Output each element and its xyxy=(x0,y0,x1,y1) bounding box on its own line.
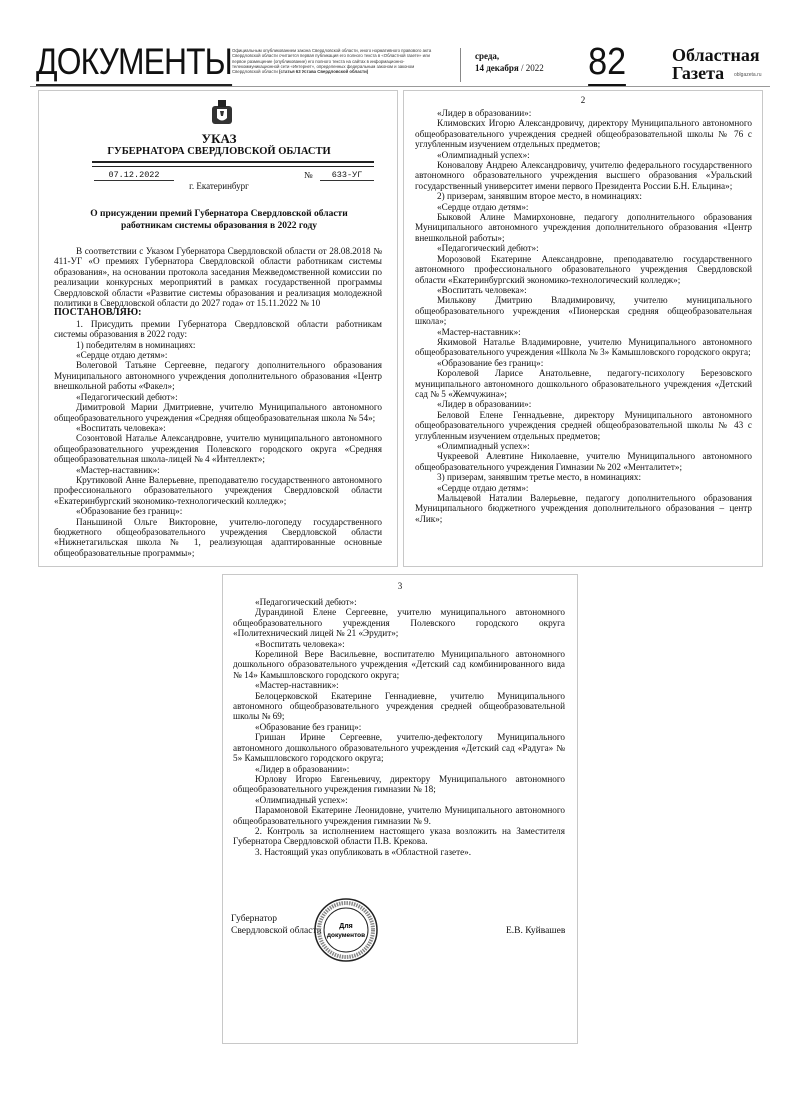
svg-text:документов: документов xyxy=(326,932,366,939)
decree-page-3 xyxy=(222,574,578,1044)
nomination-heading: «Педагогический дебют»: xyxy=(437,243,539,254)
nomination-heading: «Олимпиадный успех»: xyxy=(437,149,530,160)
svg-text:Для: Для xyxy=(339,923,353,930)
decree-paragraph: В соответствии с Указом Губернатора Свердловской области от 28.08.2018 № 411-УГ «О премиях Губернатора Свердловской области работникам системы образования», на основании протокола заседания Межведомственной комиссии по реализации конкурсных мероприятий в рамках государственной программы Свердловской области «Развитие системы образования и реализация молодежной политики в Свердловской области до 2027 года» от 15.11.2022 № 10 xyxy=(54,246,382,309)
nomination-heading: «Образование без границ»: xyxy=(255,721,362,732)
nomination-heading: «Сердце отдаю детям»: xyxy=(76,350,168,361)
decree-paragraph: Чукреевой Алевтине Николаевне, учителю Муниципального автономного общеобразовательного учреждения Гимназии № 202 «Менталитет»; xyxy=(415,451,752,472)
decree-paragraph: Коновалову Андрею Александровичу, учителю федерального государственного автономного образовательного учреждения высшего образования «Уральский государственный университет имени первого Президента России Б.Н. Ельцина»; xyxy=(415,160,752,191)
city: г. Екатеринбург xyxy=(189,181,249,191)
decree-paragraph: Якимовой Наталье Владимировне, учителю Муниципального автономного общеобразовательного учреждения «Школа № 3» Камышловского городского округа; xyxy=(415,336,752,358)
decree-paragraph: Белоцерковской Екатерине Геннадиевне, учителю Муниципального автономного общеобразовательного учреждения средней общеобразовательной школы № 69; xyxy=(233,690,565,722)
decree-paragraph: Димитровой Марии Дмитриевне, учителю Муниципального автономного общеобразовательного учреждения «Средняя общеобразовательная школа № 54»; xyxy=(54,402,382,423)
site-url: oblgazeta.ru xyxy=(734,72,762,78)
nomination-heading: «Лидер в образовании»: xyxy=(437,108,532,118)
notice-reference: (статья 63 Устава Свердловской области) xyxy=(279,69,369,75)
nomination-heading: «Воспитать человека»: xyxy=(255,638,345,649)
number-label: № xyxy=(304,170,313,180)
decree-paragraph: 2. Контроль за исполнением настоящего указа возложить на Заместителя Губернатора Свердловской области П.В. Крекова. xyxy=(233,825,565,847)
decree-paragraph: Юрлову Игорю Евгеньевичу, директору Муниципального автономного общеобразовательного учреждения гимназии № 18; xyxy=(233,773,565,795)
decree-paragraph: Корелиной Вере Васильевне, воспитателю Муниципального автономного дошкольного образовательного учреждения «Детский сад комбинированного вида № 14» Камышловского городского округа; xyxy=(233,649,565,680)
weekday: среда, xyxy=(475,51,500,61)
signatory-name: Е.В. Куйвашев xyxy=(506,926,566,936)
title-rule xyxy=(92,161,374,167)
publication-notice xyxy=(232,48,437,74)
signatory-title-line-1: Губернатор xyxy=(231,914,278,924)
decree-heading-2: работникам системы образования в 2022 году xyxy=(120,221,318,231)
decree-paragraph: Гришан Ирине Сергеевне, учителю-дефектологу Муниципального автономного дошкольного образовательного учреждения «Детский сад «Радуга» № 5» Камышловского городского округа; xyxy=(233,732,565,764)
header-rule xyxy=(30,86,770,87)
date: 14 декабря xyxy=(475,63,519,73)
newspaper-header xyxy=(30,40,770,90)
decree-paragraph: Мальцевой Наталии Валерьевне, педагогу дополнительного образования Муниципального бюджетного учреждения дополнительного образования – центр «Лик»; xyxy=(415,493,752,524)
issue-date xyxy=(475,50,544,74)
decree-number: 633-УГ xyxy=(320,170,374,181)
decree-paragraph: 1. Присудить премии Губернатора Свердловской области работникам системы образования в 2022 году: xyxy=(54,318,382,340)
official-stamp xyxy=(313,897,379,963)
decree-paragraph: Морозовой Екатерине Александровне, преподавателю государственного автономного профессионального образовательного учреждения Свердловской области «Екатеринбургский экономико-технологический колледж»; xyxy=(415,253,752,285)
decree-paragraph: Крутиковой Анне Валерьевне, преподавателю государственного автономного профессионального образовательного учреждения Свердловской области «Екатеринбургский экономико-технологический колледж»; xyxy=(54,474,382,506)
nomination-heading: «Педагогический дебют»: xyxy=(255,597,357,607)
decree-paragraph: 1) победителям в номинациях: xyxy=(76,339,196,350)
decree-page-1 xyxy=(38,90,398,567)
page-number-2: 2 xyxy=(580,95,586,105)
decree-paragraph: Созонтовой Наталье Александровне, учителю муниципального автономного общеобразовательного учреждения Полевского городского округа «Средняя общеобразовательная школа-лицей № 4 «Интеллект»; xyxy=(54,433,382,465)
decree-paragraph: Милькову Дмитрию Владимировичу, учителю муниципального общеобразовательного учреждения «Пионерская средняя общеобразовательная школа»; xyxy=(415,295,752,327)
resolution-keyword: ПОСТАНОВЛЯЮ: xyxy=(54,307,142,319)
nomination-heading: «Мастер-наставник»: xyxy=(437,326,521,337)
logo-line-1: Областная xyxy=(672,45,760,65)
nomination-heading: «Сердце отдаю детям»: xyxy=(437,482,529,493)
nomination-heading: «Воспитать человека»: xyxy=(437,284,527,295)
decree-paragraph: 3) призерам, занявшим третье место, в номинациях: xyxy=(437,472,642,483)
decree-paragraph: Беловой Елене Геннадьевне, директору Муниципального автономного общеобразовательного учреждения средней общеобразовательной школы № 43 с углубленным изучением отдельных предметов; xyxy=(415,409,752,441)
decree-paragraph: Быковой Алине Мамирхоновне, педагогу дополнительного образования Муниципального автономного учреждения дополнительного образования «Центр внешкольной работы»; xyxy=(415,212,752,243)
decree-body xyxy=(54,246,382,558)
nomination-heading: «Воспитать человека»: xyxy=(76,422,166,433)
section-title: ДОКУМЕНТЫ xyxy=(36,40,232,86)
decree-issuer: ГУБЕРНАТОРА СВЕРДЛОВСКОЙ ОБЛАСТИ xyxy=(107,146,331,157)
decree-paragraph: Королевой Ларисе Анатольевне, педагогу-психологу Березовского муниципального автономного дошкольного образовательного учреждения «Детский сад № 5 «Жемчужина»; xyxy=(415,368,752,399)
coat-of-arms-icon xyxy=(207,98,237,128)
nomination-heading: «Лидер в образовании»: xyxy=(255,763,350,774)
decree-heading-1: О присуждении премий Губернатора Свердловской области xyxy=(90,209,348,219)
logo-line-2: Газета xyxy=(672,63,725,83)
decree-title: УКАЗ xyxy=(201,131,237,146)
nomination-heading: «Педагогический дебют»: xyxy=(76,391,178,402)
nomination-heading: «Сердце отдаю детям»: xyxy=(437,201,529,212)
decree-date: 07.12.2022 xyxy=(94,170,174,181)
year: / 2022 xyxy=(520,63,544,73)
nomination-heading: «Олимпиадный успех»: xyxy=(255,794,348,805)
nomination-heading: «Мастер-наставник»: xyxy=(255,680,339,691)
decree-paragraph: Паньшиной Ольге Викторовне, учителю-логопеду государственного бюджетного общеобразовательного учреждения Свердловской области «Нижнетагильская школа № 1, реализующая адаптированные основные общеобразовательные программы»; xyxy=(54,516,382,558)
decree-page-2 xyxy=(403,90,763,567)
decree-body xyxy=(233,597,565,857)
nomination-heading: «Образование без границ»: xyxy=(437,357,544,368)
divider xyxy=(460,48,461,82)
decree-paragraph: 3. Настоящий указ опубликовать в «Областной газете». xyxy=(255,846,472,857)
page-number: 82 xyxy=(588,40,626,86)
nomination-heading: «Мастер-наставник»: xyxy=(76,464,160,475)
decree-paragraph: Волеговой Татьяне Сергеевне, педагогу дополнительного образования Муниципального автономного учреждения дополнительного образования «Центр внешкольной работы «Факел»; xyxy=(54,360,382,392)
nomination-heading: «Образование без границ»: xyxy=(76,506,183,517)
signatory-title xyxy=(231,913,322,937)
page-number-3: 3 xyxy=(397,581,403,591)
decree-paragraph: Климовских Игорю Александровичу, директору Муниципального автономного общеобразовательного учреждения средней общеобразовательной школы № 76 с углубленным изучением отдельных предметов; xyxy=(415,118,752,150)
decree-body xyxy=(415,108,752,524)
nomination-heading: «Лидер в образовании»: xyxy=(437,399,532,410)
decree-paragraph: Дурандиной Елене Сергеевне, учителю муниципального автономного общеобразовательного учреждения Полевского городского округа «Политехнический лицей № 21 «Эрудит»; xyxy=(233,607,565,639)
decree-paragraph: Парамоновой Екатерине Леонидовне, учителю Муниципального автономного общеобразовательного учреждения гимназии № 9. xyxy=(233,805,565,826)
nomination-heading: «Олимпиадный успех»: xyxy=(437,441,530,451)
notice-text: Официальным опубликованием закона Свердловской области, иного нормативного правового акта Свердловской области считается первая публикация его полного текста в «Областной газете» или первое размещение (опубликование) его полного текста на сайтах в информационно-телекоммуникационной сети «Интернет», определенных федеральным законом и законом Свердловской области xyxy=(232,48,432,75)
signatory-title-line-2: Свердловской области xyxy=(231,926,322,936)
decree-paragraph: 2) призерам, занявшим второе место, в номинациях: xyxy=(437,191,642,202)
